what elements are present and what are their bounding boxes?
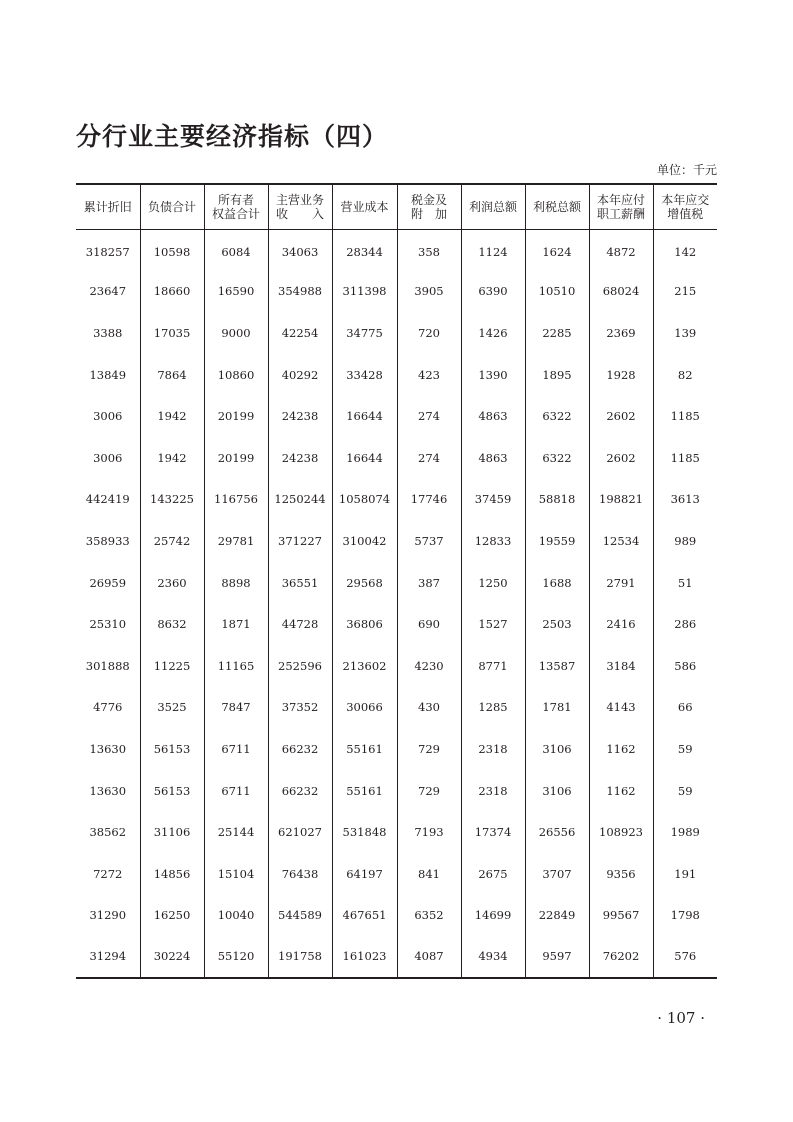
table-cell: 690 <box>397 603 461 645</box>
table-cell: 66232 <box>268 728 332 770</box>
table-cell: 3106 <box>525 728 589 770</box>
table-cell: 1989 <box>653 811 717 853</box>
table-cell: 9000 <box>204 312 268 354</box>
table-cell: 19559 <box>525 520 589 562</box>
col-header-taxes-surcharges: 税金及 附 加 <box>397 184 461 229</box>
table-cell: 40292 <box>268 354 332 396</box>
table-cell: 9597 <box>525 936 589 978</box>
table-cell: 1185 <box>653 395 717 437</box>
col-header-accumulated-depreciation: 累计折旧 <box>76 184 140 229</box>
table-row <box>76 437 717 479</box>
col-header-payable-wages: 本年应付 职工薪酬 <box>589 184 653 229</box>
table-cell: 30066 <box>332 687 397 729</box>
table-cell: 1871 <box>204 603 268 645</box>
table-cell: 1688 <box>525 562 589 604</box>
table-cell: 4087 <box>397 936 461 978</box>
table-cell: 37459 <box>461 479 525 521</box>
table-cell: 5737 <box>397 520 461 562</box>
table-cell: 56153 <box>140 770 204 812</box>
table-cell: 143225 <box>140 479 204 521</box>
table-cell: 1895 <box>525 354 589 396</box>
unit-label: 单位：千元 <box>656 163 717 177</box>
table-cell: 3006 <box>93 409 123 424</box>
table-cell: 1124 <box>461 229 525 271</box>
table-cell: 68024 <box>589 271 653 313</box>
table-cell: 31294 <box>89 949 127 964</box>
table-cell: 55120 <box>204 936 268 978</box>
table-cell: 1390 <box>461 354 525 396</box>
table-cell: 10860 <box>204 354 268 396</box>
table-cell: 7272 <box>93 866 123 881</box>
col-header-main-business-revenue: 主营业务 收 入 <box>268 184 332 229</box>
table-cell: 37352 <box>268 687 332 729</box>
col-header-total-profit: 利润总额 <box>461 184 525 229</box>
economic-indicators-table <box>76 183 717 979</box>
table-cell: 2360 <box>140 562 204 604</box>
table-cell: 26959 <box>89 575 127 590</box>
table-cell: 66 <box>653 687 717 729</box>
table-cell: 33428 <box>332 354 397 396</box>
table-cell: 55161 <box>332 728 397 770</box>
table-cell: 354988 <box>268 271 332 313</box>
table-cell: 16644 <box>332 437 397 479</box>
table-cell: 12833 <box>461 520 525 562</box>
table-cell: 3106 <box>525 770 589 812</box>
table-cell: 576 <box>653 936 717 978</box>
table-cell: 467651 <box>332 895 397 937</box>
table-cell: 301888 <box>85 658 130 673</box>
table-cell: 13587 <box>525 645 589 687</box>
table-cell: 1527 <box>461 603 525 645</box>
table-cell: 586 <box>653 645 717 687</box>
col-header-owners-equity: 所有者 权益合计 <box>204 184 268 229</box>
table-cell: 7193 <box>397 811 461 853</box>
table-cell: 1426 <box>461 312 525 354</box>
table-cell: 729 <box>397 770 461 812</box>
table-cell: 34775 <box>332 312 397 354</box>
table-cell: 2369 <box>589 312 653 354</box>
table-cell: 108923 <box>589 811 653 853</box>
table-cell: 6711 <box>204 728 268 770</box>
table-cell: 14856 <box>140 853 204 895</box>
table-cell: 29568 <box>332 562 397 604</box>
table-cell: 7847 <box>204 687 268 729</box>
table-cell: 1162 <box>589 728 653 770</box>
table-cell: 191758 <box>268 936 332 978</box>
table-cell: 36806 <box>332 603 397 645</box>
table-row <box>76 853 717 895</box>
table-cell: 318257 <box>85 245 130 260</box>
table-cell: 30224 <box>140 936 204 978</box>
table-cell: 59 <box>653 728 717 770</box>
table-cell: 1250 <box>461 562 525 604</box>
table-cell: 4776 <box>93 700 123 715</box>
table-row <box>76 770 717 812</box>
col-header-vat-payable: 本年应交 增值税 <box>653 184 717 229</box>
table-cell: 66232 <box>268 770 332 812</box>
table-cell: 252596 <box>268 645 332 687</box>
table-cell: 11165 <box>204 645 268 687</box>
table-row <box>76 312 717 354</box>
table-cell: 3707 <box>525 853 589 895</box>
table-cell: 142 <box>653 229 717 271</box>
table-cell: 2503 <box>525 603 589 645</box>
table-cell: 198821 <box>589 479 653 521</box>
table-cell: 31290 <box>89 908 127 923</box>
table-cell: 2602 <box>589 437 653 479</box>
table-cell: 23647 <box>89 284 127 299</box>
table-cell: 621027 <box>268 811 332 853</box>
table-cell: 1624 <box>525 229 589 271</box>
table-cell: 720 <box>397 312 461 354</box>
table-cell: 76202 <box>589 936 653 978</box>
table-cell: 17746 <box>397 479 461 521</box>
table-cell: 310042 <box>332 520 397 562</box>
table-cell: 1058074 <box>332 479 397 521</box>
table-cell: 58818 <box>525 479 589 521</box>
table-cell: 7864 <box>140 354 204 396</box>
table-row <box>76 395 717 437</box>
table-cell: 8898 <box>204 562 268 604</box>
table-cell: 17374 <box>461 811 525 853</box>
table-cell: 14699 <box>461 895 525 937</box>
page-number: · 107 · <box>657 1009 705 1027</box>
table-cell: 51 <box>653 562 717 604</box>
table-row <box>76 645 717 687</box>
table-cell: 36551 <box>268 562 332 604</box>
table-cell: 42254 <box>268 312 332 354</box>
table-cell: 34063 <box>268 229 332 271</box>
col-header-total-profit-tax: 利税总额 <box>525 184 589 229</box>
table-cell: 13849 <box>89 367 127 382</box>
table-row <box>76 229 717 271</box>
col-header-total-liabilities: 负债合计 <box>140 184 204 229</box>
table-cell: 24238 <box>268 395 332 437</box>
table-cell: 10598 <box>140 229 204 271</box>
table-cell: 3905 <box>397 271 461 313</box>
table-cell: 4863 <box>461 437 525 479</box>
table-cell: 442419 <box>85 492 130 507</box>
table-row <box>76 811 717 853</box>
table-cell: 274 <box>397 437 461 479</box>
table-cell: 1185 <box>653 437 717 479</box>
table-cell: 3613 <box>653 479 717 521</box>
table-cell: 139 <box>653 312 717 354</box>
table-cell: 6084 <box>204 229 268 271</box>
table-cell: 2318 <box>461 728 525 770</box>
table-cell: 20199 <box>204 395 268 437</box>
table-cell: 10510 <box>525 271 589 313</box>
table-cell: 161023 <box>332 936 397 978</box>
table-cell: 8771 <box>461 645 525 687</box>
table-cell: 9356 <box>589 853 653 895</box>
table-cell: 10040 <box>204 895 268 937</box>
table-cell: 99567 <box>589 895 653 937</box>
table-cell: 311398 <box>332 271 397 313</box>
table-cell: 6322 <box>525 395 589 437</box>
table-cell: 6390 <box>461 271 525 313</box>
table-cell: 6352 <box>397 895 461 937</box>
table-cell: 82 <box>653 354 717 396</box>
table-row <box>76 936 717 978</box>
table-row <box>76 687 717 729</box>
table-cell: 2285 <box>525 312 589 354</box>
table-cell: 841 <box>397 853 461 895</box>
table-cell: 76438 <box>268 853 332 895</box>
table-cell: 989 <box>653 520 717 562</box>
table-cell: 16250 <box>140 895 204 937</box>
table-cell: 13630 <box>89 783 127 798</box>
table-cell: 116756 <box>204 479 268 521</box>
page-title: 分行业主要经济指标（四） <box>76 122 389 151</box>
table-cell: 28344 <box>332 229 397 271</box>
table-cell: 8632 <box>140 603 204 645</box>
table-row <box>76 895 717 937</box>
table-cell: 191 <box>653 853 717 895</box>
table-cell: 358 <box>397 229 461 271</box>
table-cell: 25310 <box>89 617 127 632</box>
table-cell: 55161 <box>332 770 397 812</box>
table-cell: 16644 <box>332 395 397 437</box>
table-cell: 17035 <box>140 312 204 354</box>
table-cell: 387 <box>397 562 461 604</box>
table-cell: 729 <box>397 728 461 770</box>
table-cell: 12534 <box>589 520 653 562</box>
table-cell: 64197 <box>332 853 397 895</box>
table-cell: 4863 <box>461 395 525 437</box>
table-header-row <box>76 184 717 229</box>
table-cell: 3525 <box>140 687 204 729</box>
table-cell: 16590 <box>204 271 268 313</box>
table-cell: 531848 <box>332 811 397 853</box>
table-row <box>76 271 717 313</box>
table-cell: 215 <box>653 271 717 313</box>
table-cell: 3006 <box>93 450 123 465</box>
table-row <box>76 562 717 604</box>
table-cell: 371227 <box>268 520 332 562</box>
table-cell: 25144 <box>204 811 268 853</box>
table-cell: 29781 <box>204 520 268 562</box>
table-cell: 24238 <box>268 437 332 479</box>
table-cell: 26556 <box>525 811 589 853</box>
table-row <box>76 520 717 562</box>
table-cell: 2675 <box>461 853 525 895</box>
table-cell: 6711 <box>204 770 268 812</box>
table-cell: 4143 <box>589 687 653 729</box>
table-cell: 59 <box>653 770 717 812</box>
table-cell: 1798 <box>653 895 717 937</box>
table-cell: 423 <box>397 354 461 396</box>
table-cell: 274 <box>397 395 461 437</box>
table-cell: 15104 <box>204 853 268 895</box>
table-cell: 44728 <box>268 603 332 645</box>
table-cell: 11225 <box>140 645 204 687</box>
table-body <box>76 229 717 978</box>
table-cell: 20199 <box>204 437 268 479</box>
table-row <box>76 354 717 396</box>
table-cell: 1942 <box>140 395 204 437</box>
table-cell: 1928 <box>589 354 653 396</box>
table-cell: 1250244 <box>268 479 332 521</box>
table-cell: 38562 <box>89 825 127 840</box>
table-cell: 4872 <box>589 229 653 271</box>
table-cell: 2791 <box>589 562 653 604</box>
table-cell: 3184 <box>589 645 653 687</box>
table-row <box>76 479 717 521</box>
table-cell: 1285 <box>461 687 525 729</box>
table-cell: 286 <box>653 603 717 645</box>
table-cell: 4230 <box>397 645 461 687</box>
table-cell: 22849 <box>525 895 589 937</box>
table-cell: 6322 <box>525 437 589 479</box>
table-cell: 2416 <box>589 603 653 645</box>
table-cell: 56153 <box>140 728 204 770</box>
table-row <box>76 728 717 770</box>
table-cell: 1781 <box>525 687 589 729</box>
table-cell: 18660 <box>140 271 204 313</box>
table-cell: 2318 <box>461 770 525 812</box>
table-cell: 3388 <box>93 325 123 340</box>
table-cell: 544589 <box>268 895 332 937</box>
table-cell: 213602 <box>332 645 397 687</box>
table-cell: 2602 <box>589 395 653 437</box>
table-cell: 4934 <box>461 936 525 978</box>
table-cell: 1942 <box>140 437 204 479</box>
table-cell: 31106 <box>140 811 204 853</box>
table-cell: 358933 <box>85 533 130 548</box>
table-cell: 25742 <box>140 520 204 562</box>
table-cell: 13630 <box>89 741 127 756</box>
table-cell: 430 <box>397 687 461 729</box>
table-cell: 1162 <box>589 770 653 812</box>
table-row <box>76 603 717 645</box>
col-header-operating-cost: 营业成本 <box>332 184 397 229</box>
